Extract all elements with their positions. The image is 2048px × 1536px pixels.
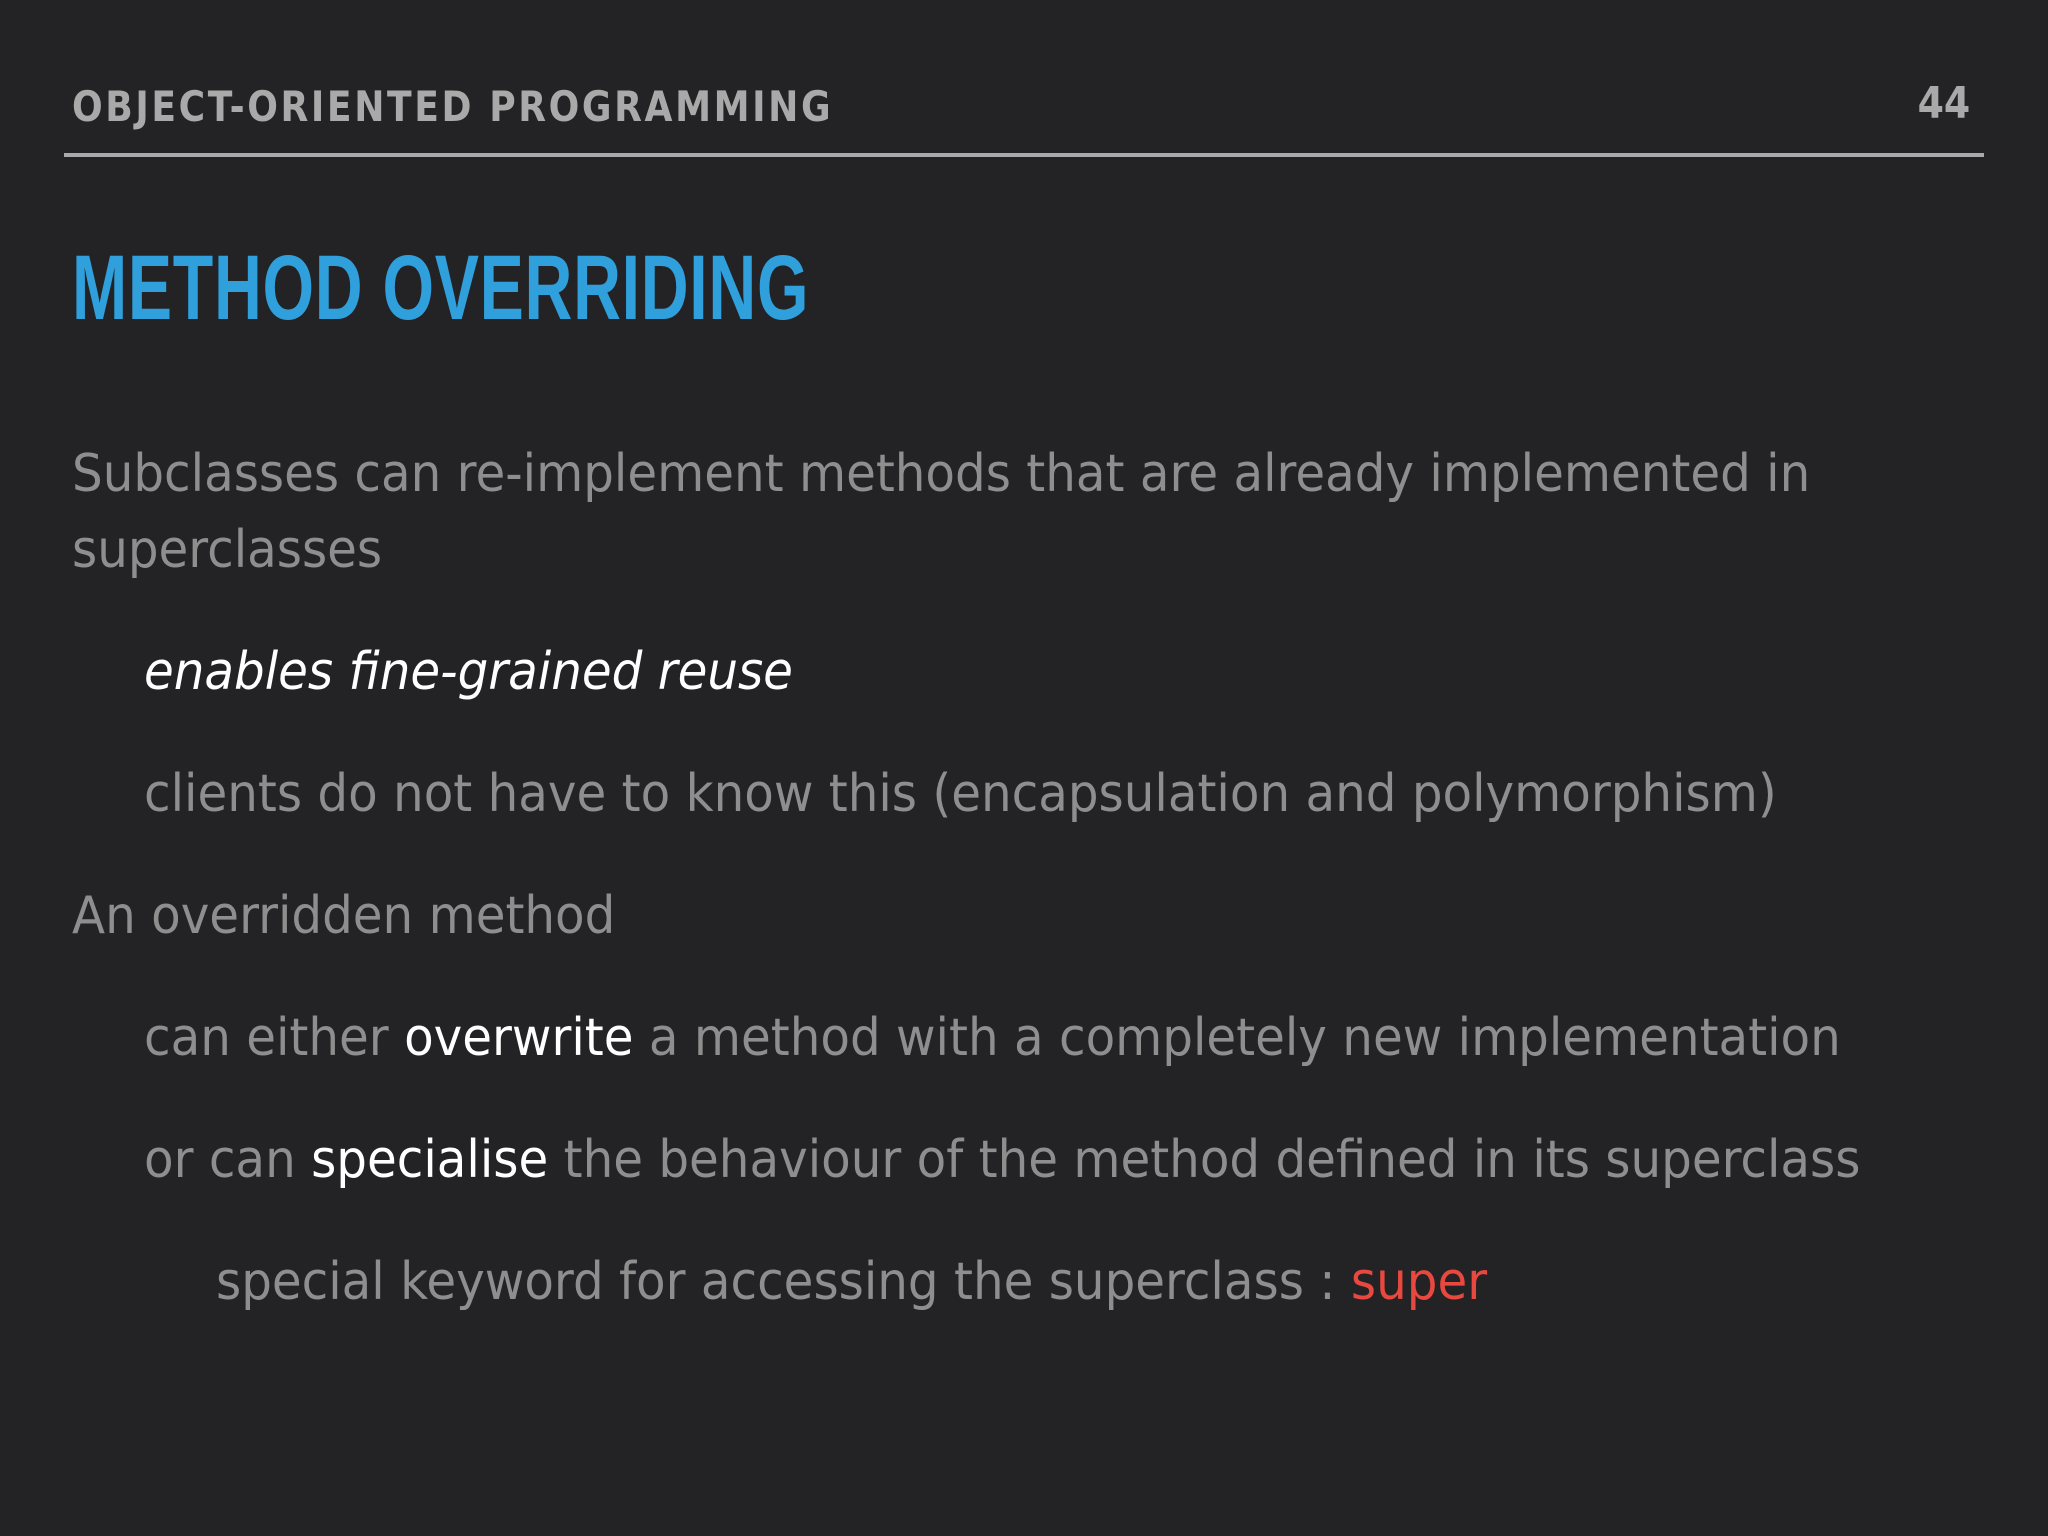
bullet-overridden-method: An overridden method <box>72 886 616 946</box>
super-keyword: super <box>1350 1252 1488 1312</box>
bullet-overwrite <box>144 1008 1841 1068</box>
bullet-super-keyword <box>216 1252 1487 1312</box>
page-number: 44 <box>1917 78 1970 129</box>
super-pre-text: special keyword for accessing the superclass : <box>216 1252 1351 1312</box>
overwrite-highlight: overwrite <box>404 1008 634 1068</box>
bullet-fine-grained-reuse: enables fine-grained reuse <box>144 642 793 702</box>
bullet-clients: clients do not have to know this (encapsulation and polymorphism) <box>144 764 1777 824</box>
specialise-pre-text: or can <box>144 1130 312 1190</box>
specialise-post-text: the behaviour of the method defined in its superclass <box>548 1130 1861 1190</box>
bullet-specialise <box>144 1130 1860 1190</box>
slide-title: METHOD OVERRIDING <box>72 237 810 339</box>
bullet-subclasses-line2: superclasses <box>72 520 383 580</box>
overwrite-pre-text: can either <box>144 1008 405 1068</box>
specialise-highlight: specialise <box>311 1130 549 1190</box>
slide-header <box>72 78 1984 132</box>
header-divider <box>64 153 1984 157</box>
section-title: OBJECT-ORIENTED PROGRAMMING <box>72 82 834 131</box>
overwrite-post-text: a method with a completely new implementation <box>633 1008 1841 1068</box>
bullet-subclasses-line1: Subclasses can re-implement methods that are already implemented in <box>72 444 1811 504</box>
